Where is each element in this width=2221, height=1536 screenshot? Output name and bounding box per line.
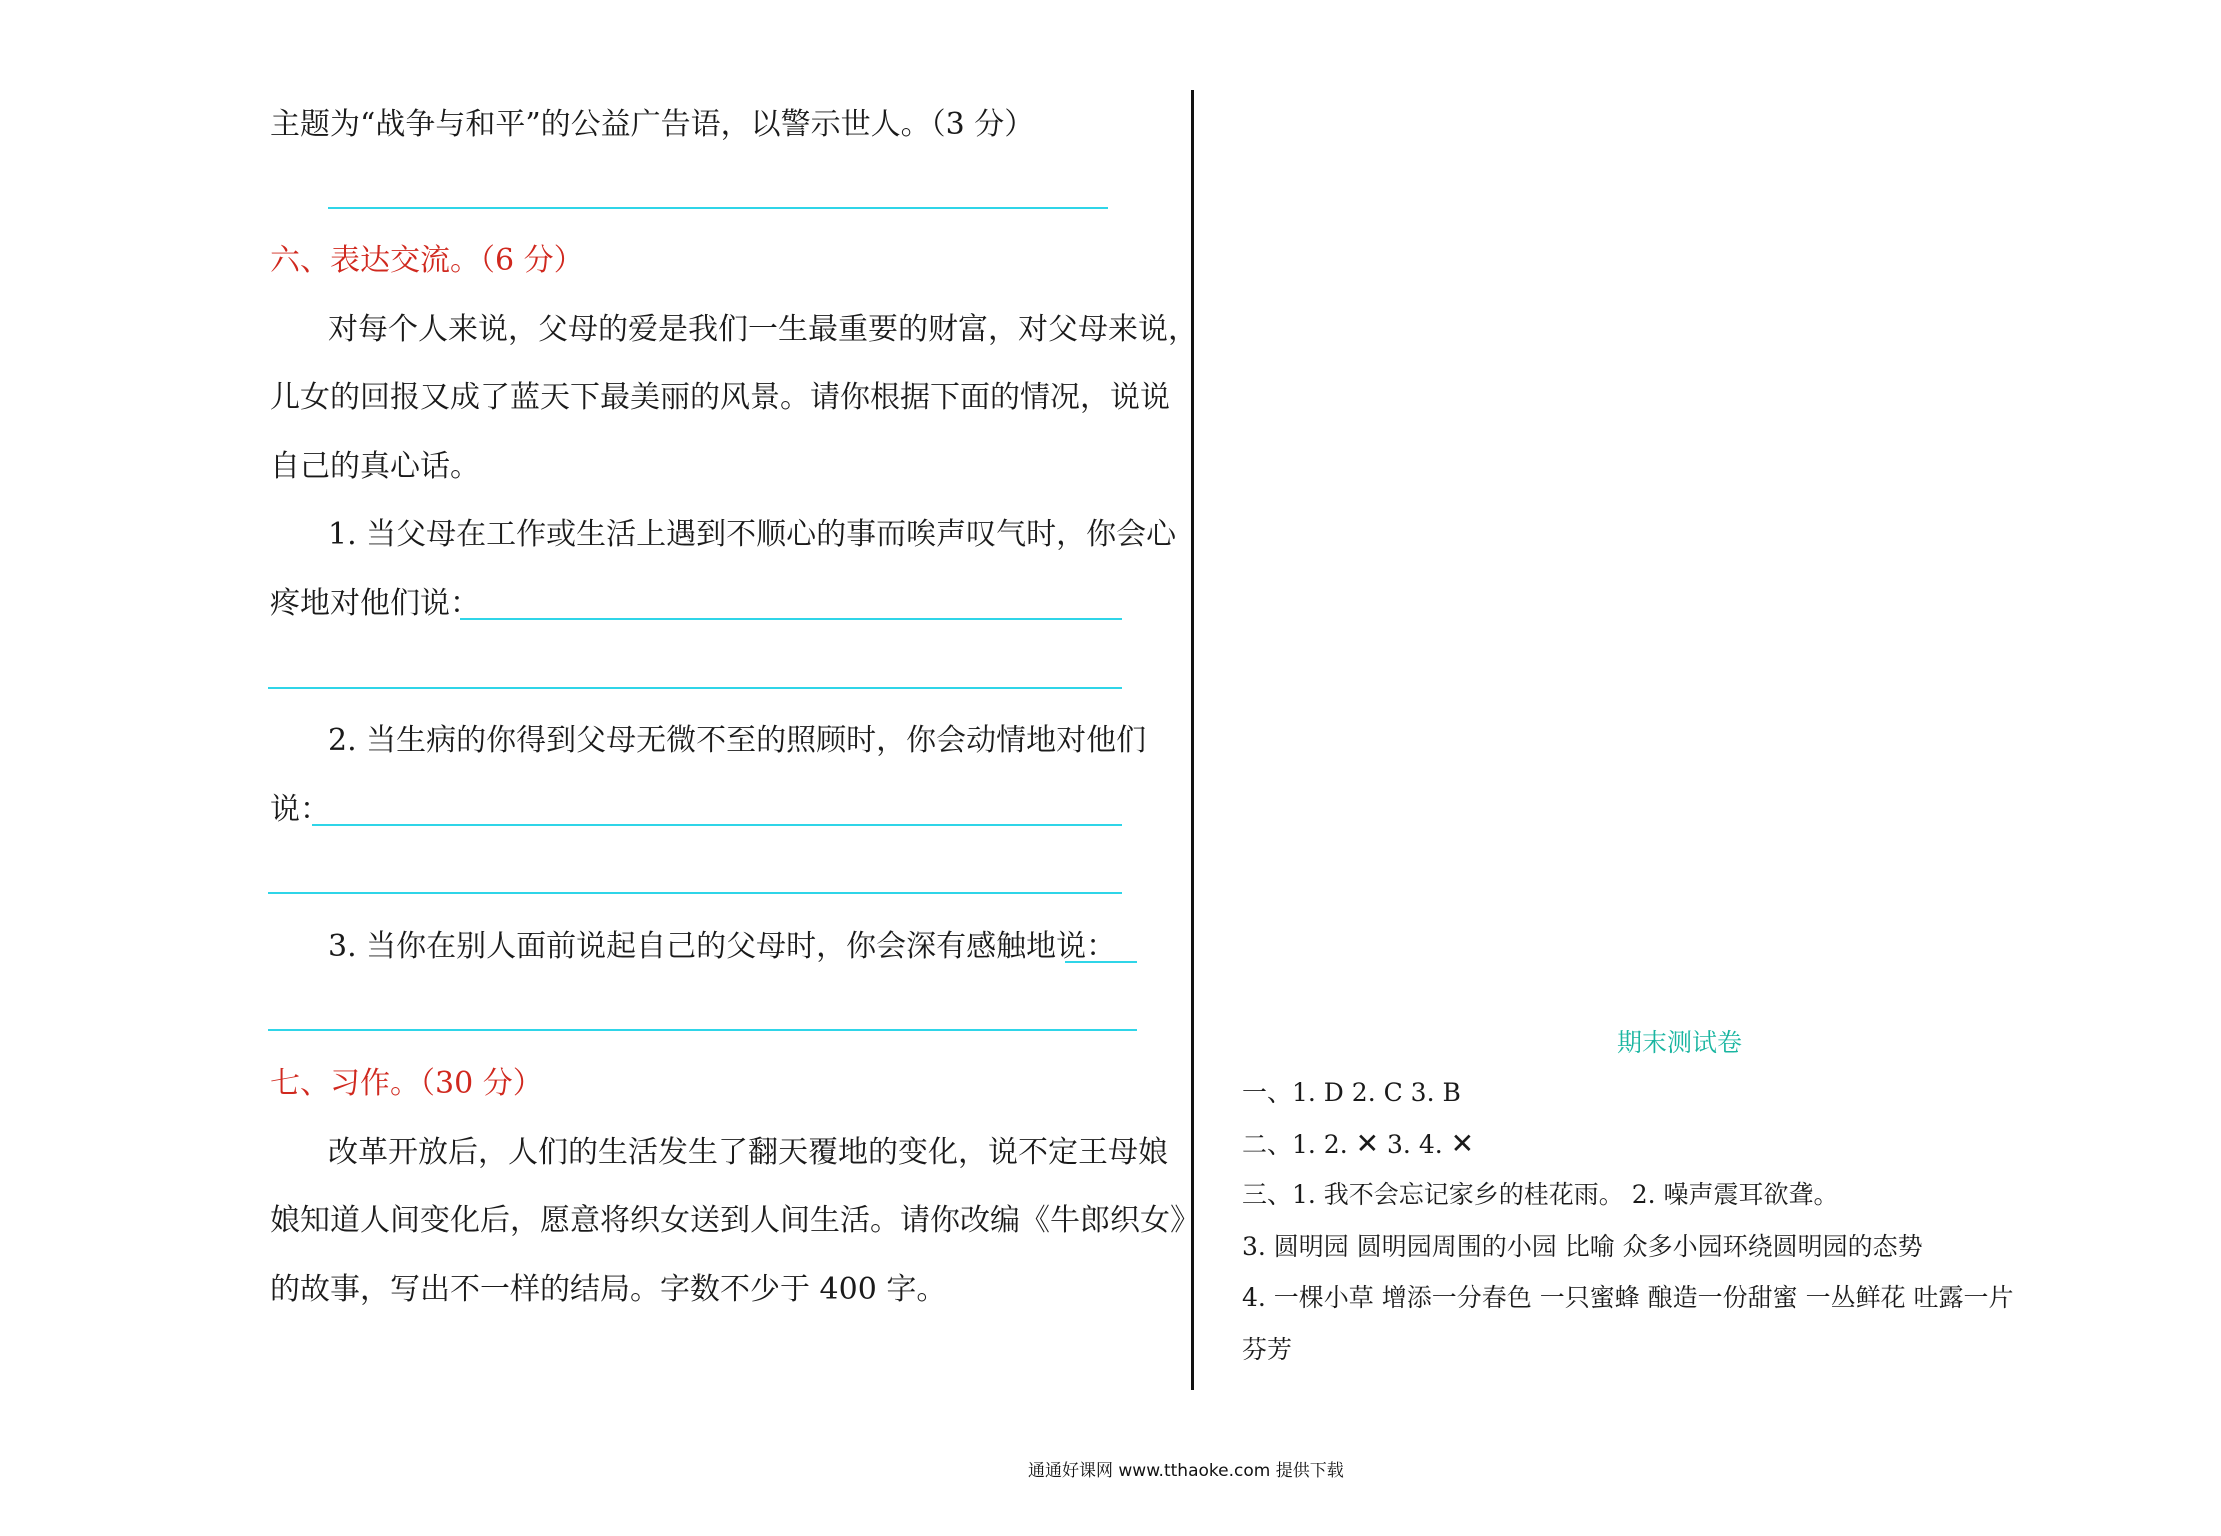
answer-line-2-prefix: 二、1. 2.: [1242, 1130, 1348, 1159]
footer-credit: 通通好课网 www.tthaoke.com 提供下载: [1028, 1461, 1344, 1481]
question-2-line-2: 说：: [270, 792, 330, 827]
question-1-line-2: 疼地对他们说：: [270, 586, 480, 621]
question-3-line-1: 3. 当你在别人面前说起自己的父母时，你会深有感触地说：: [328, 929, 1117, 964]
cross-icon: ✕: [1450, 1127, 1475, 1160]
answer-line: [268, 892, 1122, 894]
section-6-intro-1: 对每个人来说，父母的爱是我们一生最重要的财富，对父母来说，: [328, 312, 1198, 347]
question-1-line-1: 1. 当父母在工作或生活上遇到不顺心的事而唉声叹气时，你会心: [328, 517, 1177, 552]
section-6-intro-3: 自己的真心话。: [270, 449, 480, 484]
answer-line: [460, 618, 1122, 620]
section-7-line-3: 的故事，写出不一样的结局。字数不少于 400 字。: [270, 1272, 947, 1307]
column-divider: [1191, 90, 1194, 1390]
answer-line-2-mid: 3. 4.: [1387, 1130, 1443, 1159]
section-7-line-2: 娘知道人间变化后，愿意将织女送到人间生活。请你改编《牛郎织女》: [270, 1203, 1200, 1238]
section-7-heading: 七、习作。（30 分）: [270, 1066, 543, 1101]
answer-line-2: [1242, 1127, 1474, 1162]
answer-line: [1065, 961, 1137, 963]
answer-line: [312, 824, 1122, 826]
answer-line-1: 一、1. D 2. C 3. B: [1242, 1078, 1461, 1107]
answer-section-title: 期末测试卷: [1617, 1028, 1743, 1057]
section-6-intro-2: 儿女的回报又成了蓝天下最美丽的风景。请你根据下面的情况，说说: [270, 380, 1170, 415]
answer-line-4: 3. 圆明园 圆明园周围的小园 比喻 众多小园环绕圆明园的态势: [1242, 1232, 1923, 1261]
answer-line: [268, 1029, 1137, 1031]
cross-icon: ✕: [1355, 1127, 1380, 1160]
section-7-line-1: 改革开放后，人们的生活发生了翻天覆地的变化，说不定王母娘: [328, 1135, 1168, 1170]
question-2-line-1: 2. 当生病的你得到父母无微不至的照顾时，你会动情地对他们: [328, 723, 1147, 758]
answer-line-5: 4. 一棵小草 增添一分春色 一只蜜蜂 酿造一份甜蜜 一丛鲜花 吐露一片: [1242, 1283, 2014, 1312]
answer-line-6: 芬芳: [1242, 1335, 1293, 1364]
section-6-heading: 六、表达交流。（6 分）: [270, 243, 584, 278]
answer-line: [268, 687, 1122, 689]
answer-line: [328, 207, 1108, 209]
answer-line-3: 三、1. 我不会忘记家乡的桂花雨。 2. 噪声震耳欲聋。: [1242, 1180, 1839, 1209]
prompt-line: 主题为“战争与和平”的公益广告语，以警示世人。（3 分）: [270, 107, 1035, 142]
